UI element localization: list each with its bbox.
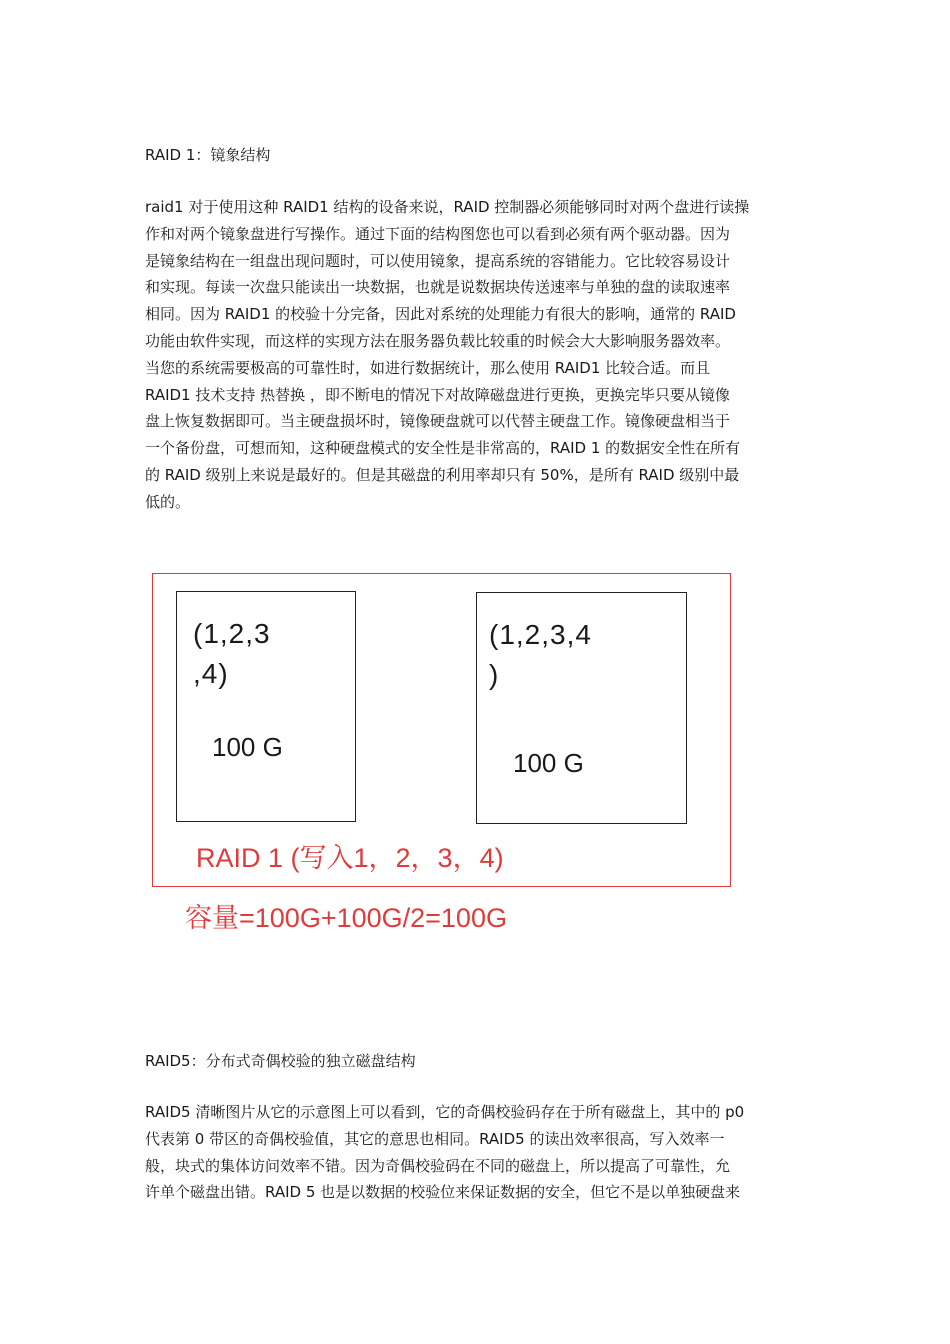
paragraph-line: 许单个磁盘出错。RAID 5 也是以数据的校验位来保证数据的安全，但它不是以单独硬盘来 <box>145 1183 741 1202</box>
disk-data-line: (1,2,3,4 <box>489 619 592 650</box>
paragraph-line: 相同。因为 RAID1 的校验十分完备，因此对系统的处理能力有很大的影响，通常的 RAID <box>145 305 736 324</box>
paragraph-line: 当您的系统需要极高的可靠性时，如进行数据统计，那么使用 RAID1 比较合适。而且 <box>145 358 711 377</box>
paragraph-line: 是镜象结构在一组盘出现问题时，可以使用镜象，提高系统的容错能力。它比较容易设计 <box>145 251 731 270</box>
paragraph-line: 的 RAID 级别上来说是最好的。但是其磁盘的利用率却只有 50%，是所有 RAID 级别中最 <box>145 465 740 484</box>
paragraph-line: raid1 对于使用这种 RAID1 结构的设备来说，RAID 控制器必须能够同时对两个盘进行读操 <box>145 198 750 216</box>
disk-box-mirror <box>476 592 687 824</box>
paragraph-line: 盘上恢复数据即可。当主硬盘损坏时，镜像硬盘就可以代替主硬盘工作。镜像硬盘相当于 <box>145 412 731 431</box>
paragraph-line: RAID1 技术支持 热替换 ，即不断电的情况下对故障磁盘进行更换，更换完毕只要从镜像 <box>145 385 730 404</box>
paragraph-raid1 <box>145 194 810 516</box>
disk-data-label <box>193 614 271 694</box>
paragraph-line: 一个备份盘，可想而知，这种硬盘模式的安全性是非常高的，RAID 1 的数据安全性在所有 <box>145 439 741 458</box>
disk-data-line: ,4) <box>193 658 229 689</box>
section-heading-raid1: RAID 1：镜象结构 <box>145 146 271 164</box>
disk-size-label: 100 G <box>212 732 283 762</box>
disk-size-label: 100 G <box>513 748 584 778</box>
disk-box-primary <box>176 591 356 822</box>
paragraph-line: 般，块式的集体访问效率不错。因为奇偶校验码在不同的磁盘上，所以提高了可靠性，允 <box>145 1156 731 1175</box>
disk-data-line: (1,2,3 <box>193 618 271 649</box>
paragraph-line: 功能由软件实现，而这样的实现方法在服务器负载比较重的时候会大大影响服务器效率。 <box>145 331 731 350</box>
paragraph-line: 和实现。每读一次盘只能读出一块数据，也就是说数据块传送速率与单独的盘的读取速率 <box>145 278 731 297</box>
paragraph-line: RAID5 清晰图片从它的示意图上可以看到，它的奇偶校验码存在于所有磁盘上，其中的 p0 <box>145 1103 745 1121</box>
section-heading-raid5: RAID5：分布式奇偶校验的独立磁盘结构 <box>145 1052 416 1070</box>
paragraph-line: 作和对两个镜象盘进行写操作。通过下面的结构图您也可以看到必须有两个驱动器。因为 <box>145 224 731 243</box>
raid1-diagram-frame <box>152 573 731 887</box>
disk-data-label <box>489 615 592 695</box>
capacity-formula: 容量=100G+100G/2=100G <box>185 903 507 933</box>
paragraph-raid5 <box>145 1099 810 1206</box>
disk-data-line: ) <box>489 659 500 690</box>
raid-write-label: RAID 1 (写入1，2，3，4) <box>196 843 504 873</box>
paragraph-line: 代表第 0 带区的奇偶校验值，其它的意思也相同。RAID5 的读出效率很高，写入效率一 <box>145 1129 725 1148</box>
paragraph-line: 低的。 <box>145 492 191 511</box>
